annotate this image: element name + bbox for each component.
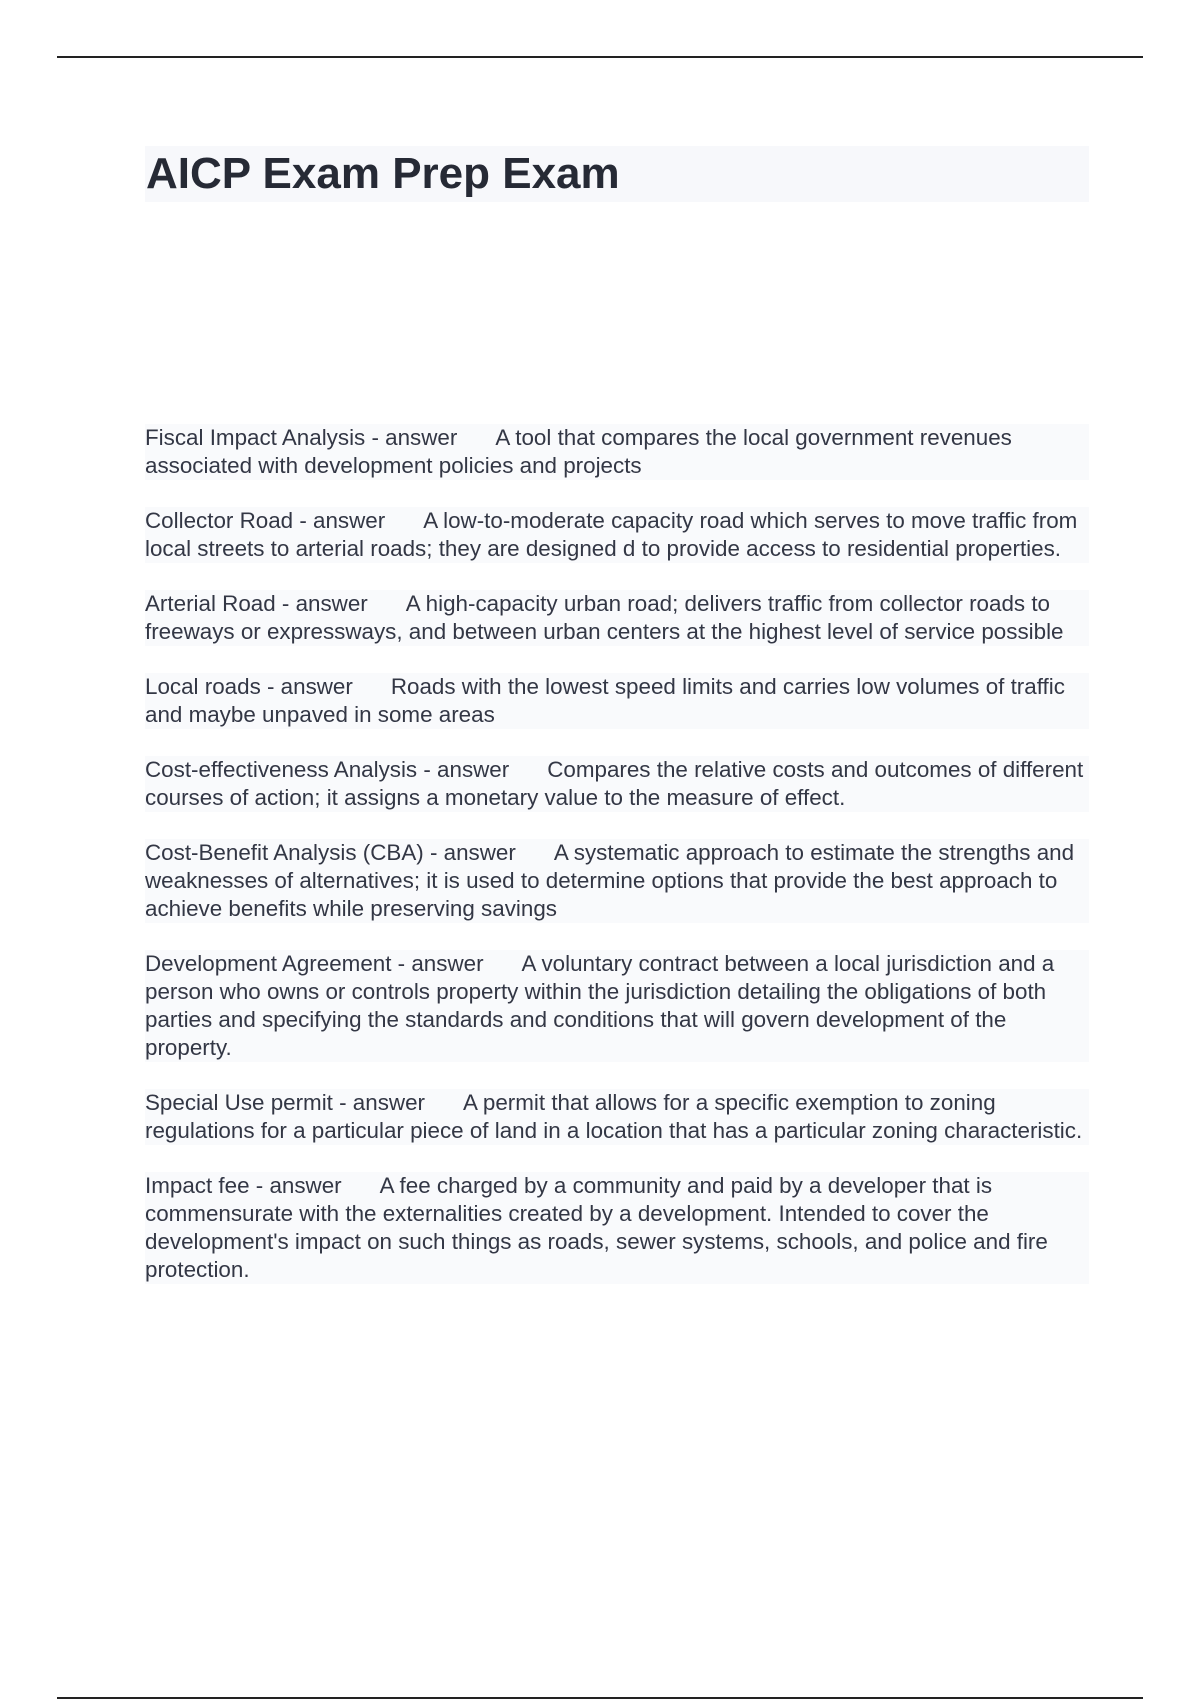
flashcard-entry — [145, 424, 1089, 480]
entry-term: Special Use permit — [145, 1090, 333, 1115]
entry-term: Fiscal Impact Analysis — [145, 425, 366, 450]
entry-definition: Roads with the lowest speed limits and carries low volumes of traffic and maybe unpaved in some areas — [145, 674, 1065, 727]
flashcard-entry — [145, 839, 1089, 923]
entry-definition: A voluntary contract between a local jurisdiction and a person who owns or controls property within the jurisdiction detailing the obligations of both parties and specifying the standards and conditions that will govern development of the property. — [145, 951, 1055, 1060]
flashcard-entry — [145, 756, 1089, 812]
entry-definition: A tool that compares the local government revenues associated with development policies and projects — [145, 425, 1012, 478]
entry-term: Cost-effectiveness Analysis — [145, 757, 418, 782]
footer-rule — [57, 1697, 1143, 1699]
entry-definition: A fee charged by a community and paid by a developer that is commensurate with the externalities created by a development. Intended to cover the development's impact on such things as roads, sewer systems, schools, and police and fire protection. — [145, 1173, 1048, 1282]
entry-definition: Compares the relative costs and outcomes of different courses of action; it assigns a monetary value to the measure of effect. — [145, 757, 1084, 810]
entry-definition: A systematic approach to estimate the strengths and weaknesses of alternatives; it is used to determine options that provide the best approach to achieve benefits while preserving savings — [145, 840, 1075, 921]
entry-term: Arterial Road — [145, 591, 276, 616]
flashcard-entry — [145, 1089, 1089, 1145]
flashcard-list — [145, 424, 1089, 1311]
entry-answer-label: - answer — [249, 1173, 342, 1198]
flashcard-entry — [145, 950, 1089, 1062]
entry-term: Collector Road — [145, 508, 294, 533]
flashcard-entry — [145, 507, 1089, 563]
flashcard-entry — [145, 1172, 1089, 1284]
entry-term: Development Agreement — [145, 951, 392, 976]
entry-term: Local roads — [145, 674, 261, 699]
flashcard-entry — [145, 673, 1089, 729]
document-title: AICP Exam Prep Exam — [146, 149, 620, 198]
entry-term: Cost-Benefit Analysis (CBA) — [145, 840, 424, 865]
entry-term: Impact fee — [145, 1173, 250, 1198]
title-block — [145, 146, 1089, 202]
entry-answer-label: - answer — [391, 951, 484, 976]
entry-definition: A high-capacity urban road; delivers traffic from collector roads to freeways or expressways, and between urban centers at the highest level of service possible — [145, 591, 1064, 644]
header-rule — [57, 56, 1143, 58]
entry-definition: A low-to-moderate capacity road which serves to move traffic from local streets to arterial roads; they are designed d to provide access to residential properties. — [145, 508, 1078, 561]
entry-definition: A permit that allows for a specific exemption to zoning regulations for a particular piece of land in a location that has a particular zoning characteristic. — [145, 1090, 1083, 1143]
entry-answer-label: - answer — [417, 757, 510, 782]
entry-answer-label: - answer — [332, 1090, 425, 1115]
entry-answer-label: - answer — [365, 425, 458, 450]
entry-answer-label: - answer — [423, 840, 516, 865]
entry-answer-label: - answer — [293, 508, 386, 533]
entry-answer-label: - answer — [275, 591, 368, 616]
entry-answer-label: - answer — [260, 674, 353, 699]
flashcard-entry — [145, 590, 1089, 646]
